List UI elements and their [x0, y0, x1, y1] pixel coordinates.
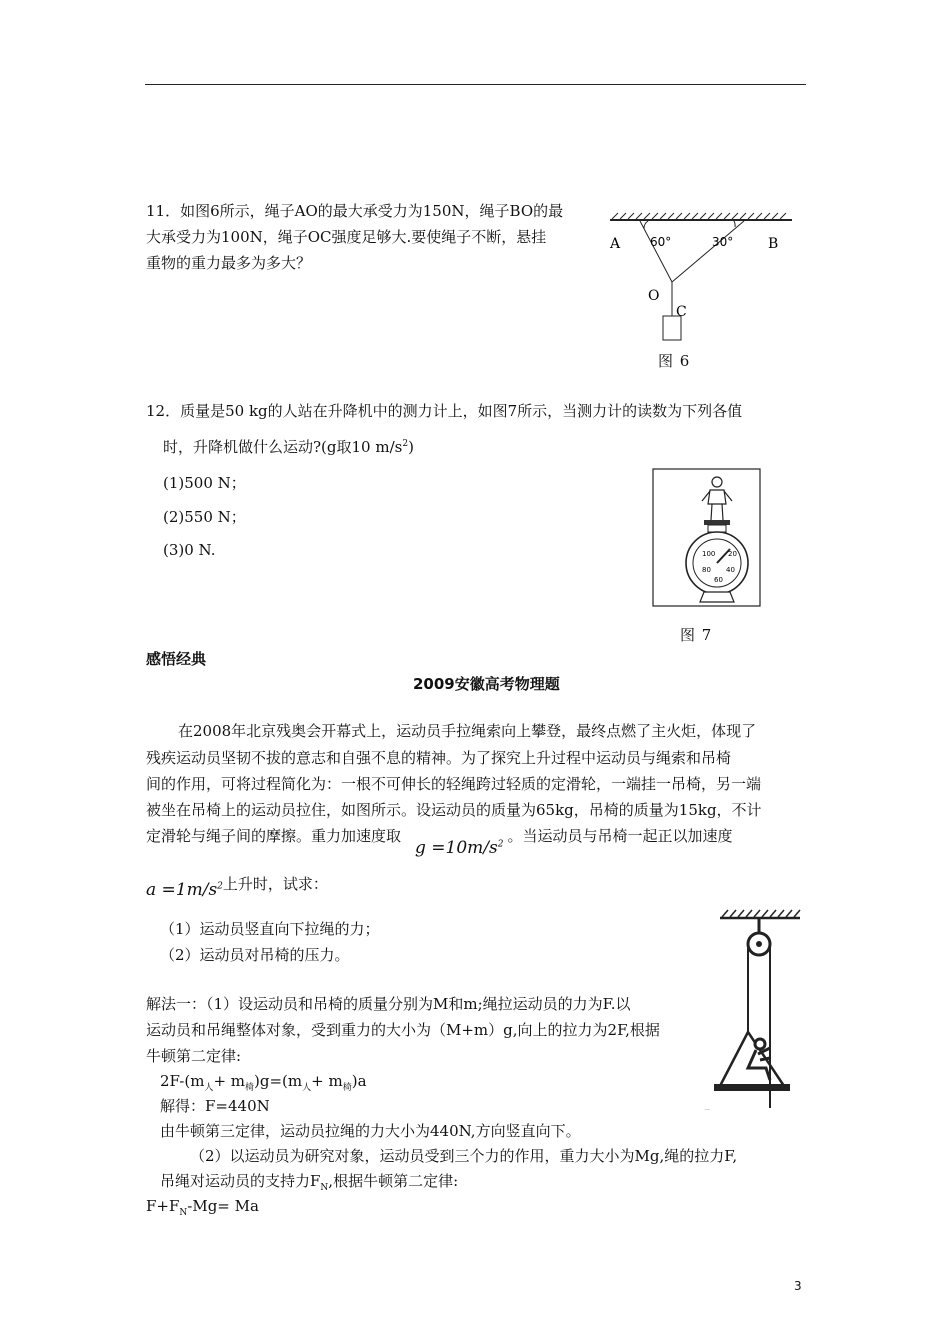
scale-neck: [708, 525, 726, 532]
section-heading: 感悟经典: [146, 650, 207, 668]
question-2: （2）运动员对吊椅的压力。: [160, 946, 350, 964]
rope-bo: [672, 221, 744, 282]
problem-para-line-2: 残疾运动员坚韧不拔的意志和自强不息的精神。为了探究上升过程中运动员与绳索和吊椅: [146, 749, 732, 767]
problem-para-line-1: 在2008年北京残奥会开幕式上，运动员手拉绳索向上攀登，最终点燃了主火炬，体现了: [178, 722, 757, 740]
problem-title: 2009安徽高考物理题: [413, 675, 560, 693]
dial-number-40: 40: [726, 566, 735, 574]
pulley-ceiling: [720, 910, 800, 918]
pulley-chair-diagram: [700, 908, 810, 1120]
equation-1: $2F-(m_人+ m_椅)g=(m_人+ m_椅)a$: [160, 1072, 367, 1093]
q11-line-1: 11．如图6所示，绳子AO的最大承受力为150N，绳子BO的最: [146, 202, 564, 220]
q11-line-3: 重物的重力最多为多大？: [146, 254, 312, 272]
chair-strap-left: [720, 1032, 748, 1086]
solution-line-1: 解法一：（1）设运动员和吊椅的质量分别为M和m;绳拉运动员的力为F.以: [146, 995, 631, 1013]
q12-line-1: 12．质量是50 kg的人站在升降机中的测力计上，如图7所示，当测力计的读数为下列各值: [146, 402, 743, 420]
q12-item-1: (1)500 N；: [163, 474, 246, 492]
label-c: C: [676, 304, 687, 320]
problem-para-line-4: 被坐在吊椅上的运动员拉住，如图所示。设运动员的质量为65kg，吊椅的质量为15kg，不计: [146, 801, 762, 819]
angle-label-30: 30°: [712, 235, 734, 249]
label-b: B: [768, 236, 779, 252]
q11-line-2: 大承受力为100N，绳子OC强度足够大.要使绳子不断，悬挂: [146, 228, 547, 246]
figure-7-caption: 图 7: [680, 626, 713, 644]
a-formula: $a =1m/s^2$: [146, 880, 223, 900]
ceiling: [610, 213, 792, 220]
pulley-axle: [756, 941, 762, 947]
q12-line-2: 时，升降机做什么运动?(g取10 $m/s^2$): [163, 438, 414, 456]
part-2-line-2: 吊绳对运动员的支持力$F_N$,根据牛顿第二定律:: [160, 1172, 459, 1193]
q12-item-3: (3)0 N.: [163, 541, 216, 559]
faint-mark: ~: [704, 1105, 711, 1114]
part-2-line-1: （2）以运动员为研究对象，运动员受到三个力的作用，重力大小为Mg,绳的拉力F,: [190, 1147, 738, 1165]
page-number: 3: [794, 1279, 802, 1293]
rope-ao: [640, 221, 672, 282]
dial-number-80: 80: [702, 566, 711, 574]
figure-6-caption: 图 6: [658, 352, 691, 370]
angle-label-60: 60°: [650, 235, 672, 249]
scale-top-plate: [704, 520, 730, 525]
result-line: 解得：F=440N: [160, 1097, 270, 1115]
angle-arc-b: [734, 221, 735, 227]
solution-line-2: 运动员和吊绳整体对象，受到重力的大小为（M+m）g,向上的拉力为2F,根据: [146, 1021, 660, 1039]
chair-seat: [714, 1084, 790, 1091]
dial-number-100: 100: [702, 550, 716, 558]
problem-para-line-3: 间的作用，可将过程简化为：一根不可伸长的轻绳跨过轻质的定滑轮，一端挂一吊椅，另一端: [146, 775, 762, 793]
equation-2: $F+F_N-Mg= Ma$: [146, 1197, 259, 1218]
figure-6-rope-diagram: [600, 212, 800, 380]
newton-third-law-line: 由牛顿第三定律，运动员拉绳的力大小为440N,方向竖直向下。: [160, 1122, 581, 1140]
scale-base: [700, 592, 734, 602]
solution-line-3: 牛顿第二定律:: [146, 1047, 242, 1065]
dial-number-60: 60: [714, 576, 723, 584]
label-a: A: [610, 236, 621, 252]
g-formula: $g =10m/s^2$: [415, 838, 504, 858]
header-rule: [145, 84, 806, 85]
athlete-figure: [748, 1039, 770, 1080]
problem-para-line-5: 定滑轮与绳子间的摩擦。重力加速度取$g =10m/s^2$ 。当运动员与吊椅一起正以加速度: [146, 827, 733, 858]
question-1: （1）运动员竖直向下拉绳的力；: [160, 920, 380, 938]
dial-number-20: 20: [728, 550, 737, 558]
q12-item-2: (2)550 N；: [163, 508, 246, 526]
angle-arc-a: [644, 221, 648, 229]
figure-7-scale-diagram: [652, 468, 762, 608]
label-o: O: [648, 288, 660, 304]
problem-para-line-6: $a =1m/s^2$上升时，试求：: [146, 875, 328, 900]
